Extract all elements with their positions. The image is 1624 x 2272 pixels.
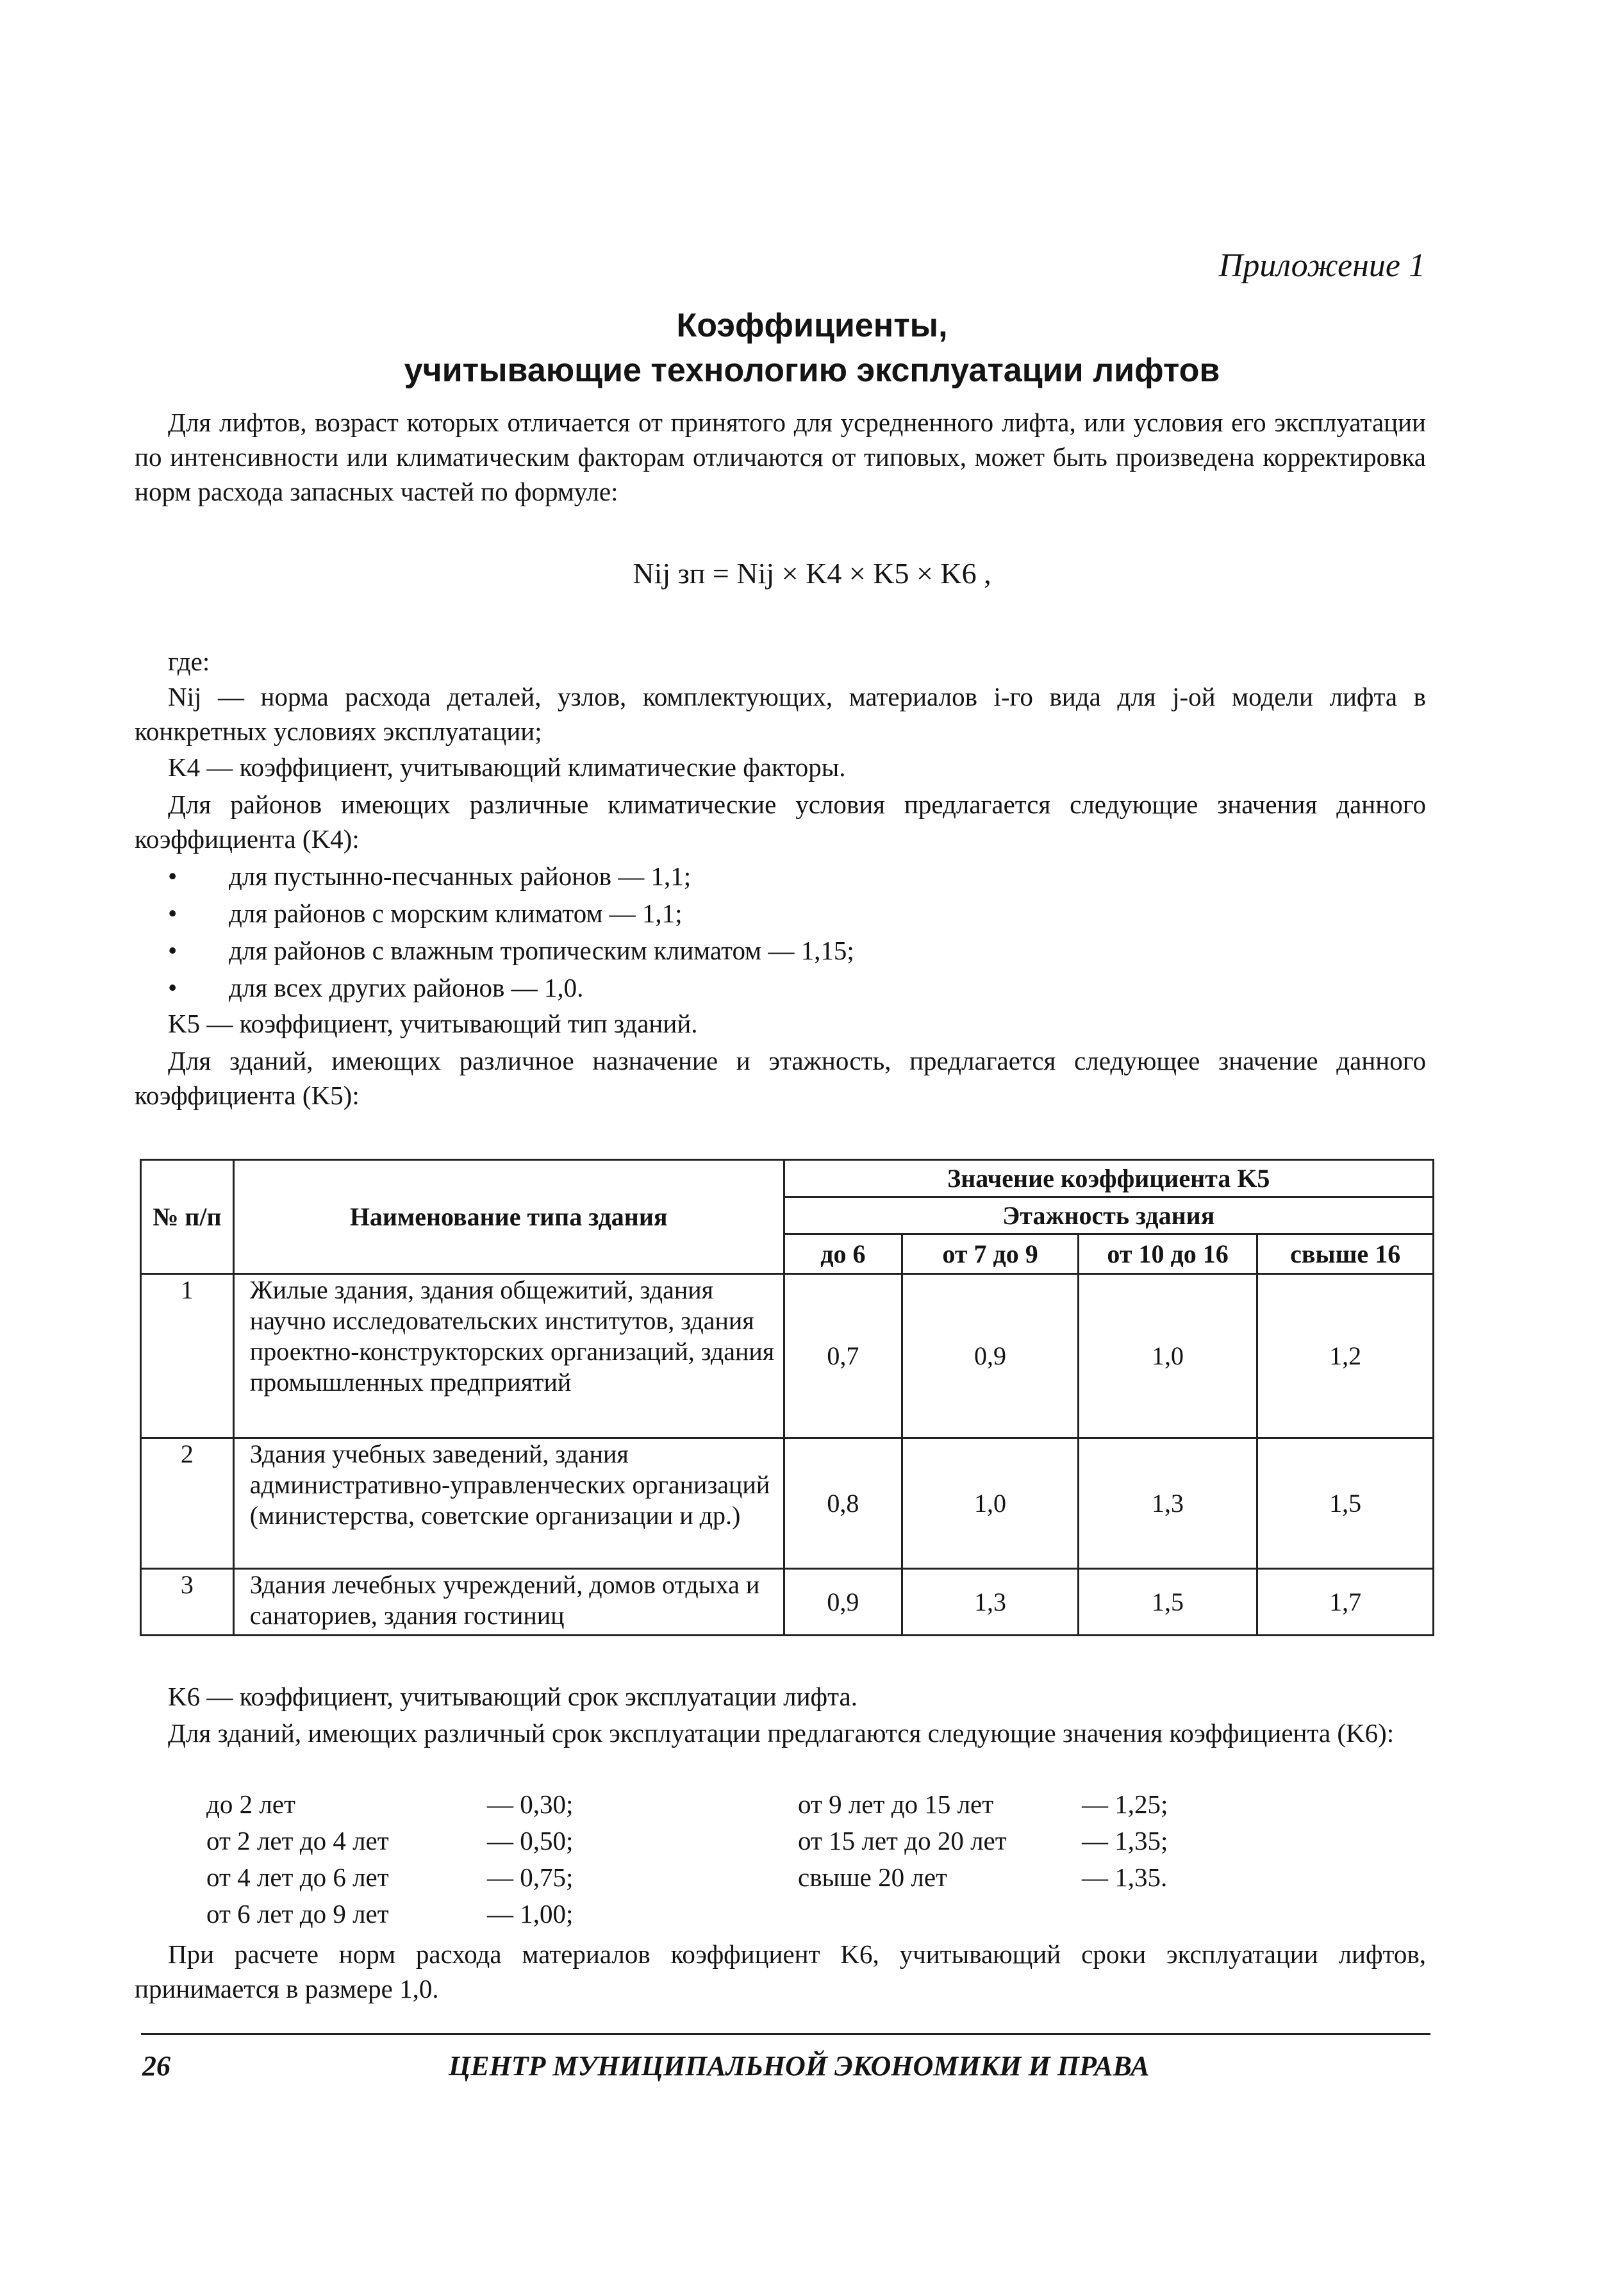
k6-intro: Для зданий, имеющих различный срок эксплуатации предлагаются следующие значения коэффициента (K6): — [168, 1718, 1395, 1748]
k6-right-values — [1082, 1786, 1274, 1896]
header-floors: Этажность здания — [784, 1197, 1433, 1234]
k5-table — [140, 1159, 1434, 1636]
row-value: 0,9 — [784, 1569, 902, 1636]
def-k6: K6 — коэффициент, учитывающий срок эксплуатации лифта. — [168, 1682, 858, 1711]
k6-label: от 6 лет до 9 лет — [206, 1899, 389, 1928]
title-line-2: учитывающие технологию эксплуатации лифтов — [404, 352, 1220, 389]
k4-intro: Для районов имеющих различные климатические условия предлагается следующие значения данного коэффициента (K4): — [135, 790, 1426, 854]
intro-paragraph: Для лифтов, возраст которых отличается от принятого для усредненного лифта, или условия его эксплуатации по интенсивности или климатическим факторам отличаются от типовых, может быть произведена корректировка норм расхода запасных частей по формуле: — [135, 408, 1426, 506]
k6-left-labels — [206, 1786, 527, 1932]
row-name: Здания лечебных учреждений, домов отдыха и санаториев, здания гостиниц — [233, 1569, 784, 1636]
appendix-label: Приложение 1 — [1218, 247, 1425, 284]
k4-item: • для всех других районов — 1,0. — [168, 973, 584, 1002]
k6-value: — 1,35. — [1082, 1862, 1168, 1892]
k4-item: • для пустынно-песчанных районов — 1,1; — [168, 861, 692, 891]
k5-intro: Для зданий, имеющих различное назначение и этажность, предлагается следующее значение данного коэффициента (K5): — [135, 1046, 1426, 1110]
formula: Nij зп = Nij × K4 × K5 × K6 , — [633, 557, 991, 590]
k6-label: свыше 20 лет — [798, 1862, 947, 1892]
row-value: 1,3 — [1078, 1438, 1257, 1569]
header-num: № п/п — [141, 1160, 234, 1274]
def-k5: K5 — коэффициент, учитывающий тип зданий. — [168, 1009, 698, 1038]
footer-divider — [141, 2033, 1430, 2035]
k6-label: от 2 лет до 4 лет — [206, 1826, 389, 1855]
k4-item: • для районов с морским климатом — 1,1; — [168, 899, 683, 928]
k6-value: — 0,50; — [487, 1826, 574, 1855]
table-row — [141, 1569, 1434, 1636]
page-number: 26 — [142, 2050, 170, 2082]
header-value: Значение коэффициента K5 — [784, 1160, 1433, 1197]
header-col: от 7 до 9 — [902, 1234, 1079, 1274]
def-k4: K4 — коэффициент, учитывающий климатические факторы. — [168, 752, 846, 782]
row-value: 1,5 — [1257, 1438, 1434, 1569]
row-value: 0,9 — [902, 1274, 1079, 1438]
k6-value: — 0,75; — [487, 1862, 574, 1892]
k6-label: от 15 лет до 20 лет — [798, 1826, 1007, 1855]
header-col: свыше 16 — [1257, 1234, 1434, 1274]
k6-left-values — [487, 1786, 679, 1932]
row-value: 0,7 — [784, 1274, 902, 1438]
row-num: 1 — [141, 1274, 234, 1438]
row-value: 1,0 — [1078, 1274, 1257, 1438]
row-value: 1,5 — [1078, 1569, 1257, 1636]
table-row — [141, 1438, 1434, 1569]
row-num: 3 — [141, 1569, 234, 1636]
row-num: 2 — [141, 1438, 234, 1569]
k6-value: — 1,25; — [1082, 1789, 1168, 1819]
row-value: 1,2 — [1257, 1274, 1434, 1438]
k4-item: • для районов с влажным тропическим климатом — 1,15; — [168, 936, 854, 965]
header-col: до 6 — [784, 1234, 902, 1274]
k6-label: от 4 лет до 6 лет — [206, 1862, 389, 1892]
header-col: от 10 до 16 — [1078, 1234, 1257, 1274]
row-value: 1,7 — [1257, 1569, 1434, 1636]
k6-label: от 9 лет до 15 лет — [798, 1789, 994, 1819]
k6-label: до 2 лет — [206, 1789, 295, 1819]
row-value: 1,0 — [902, 1438, 1079, 1569]
where-label: где: — [168, 647, 210, 676]
k6-value: — 0,30; — [487, 1789, 574, 1819]
k6-value: — 1,00; — [487, 1899, 574, 1928]
header-name: Наименование типа здания — [233, 1160, 784, 1274]
def-nij: Nij — норма расхода деталей, узлов, комплектующих, материалов i-го вида для j-ой модели лифта в конкретных условиях эксплуатации; — [135, 682, 1426, 746]
k6-right-labels — [798, 1786, 1093, 1896]
row-value: 1,3 — [902, 1569, 1079, 1636]
k6-value: — 1,35; — [1082, 1826, 1168, 1855]
row-value: 0,8 — [784, 1438, 902, 1569]
row-name: Жилые здания, здания общежитий, здания научно исследовательских институтов, здания проектно-конструкторских организаций, здания промышленных предприятий — [233, 1274, 784, 1438]
footer-text: ЦЕНТР МУНИЦИПАЛЬНОЙ ЭКОНОМИКИ И ПРАВА — [449, 2050, 1150, 2082]
table-row — [141, 1274, 1434, 1438]
closing-paragraph: При расчете норм расхода материалов коэффициент K6, учитывающий сроки эксплуатации лифтов, принимается в размере 1,0. — [135, 1939, 1426, 2003]
row-name: Здания учебных заведений, здания административно-управленческих организаций (министерства, советские организации и др.) — [233, 1438, 784, 1569]
title-line-1: Коэффициенты, — [676, 307, 948, 344]
